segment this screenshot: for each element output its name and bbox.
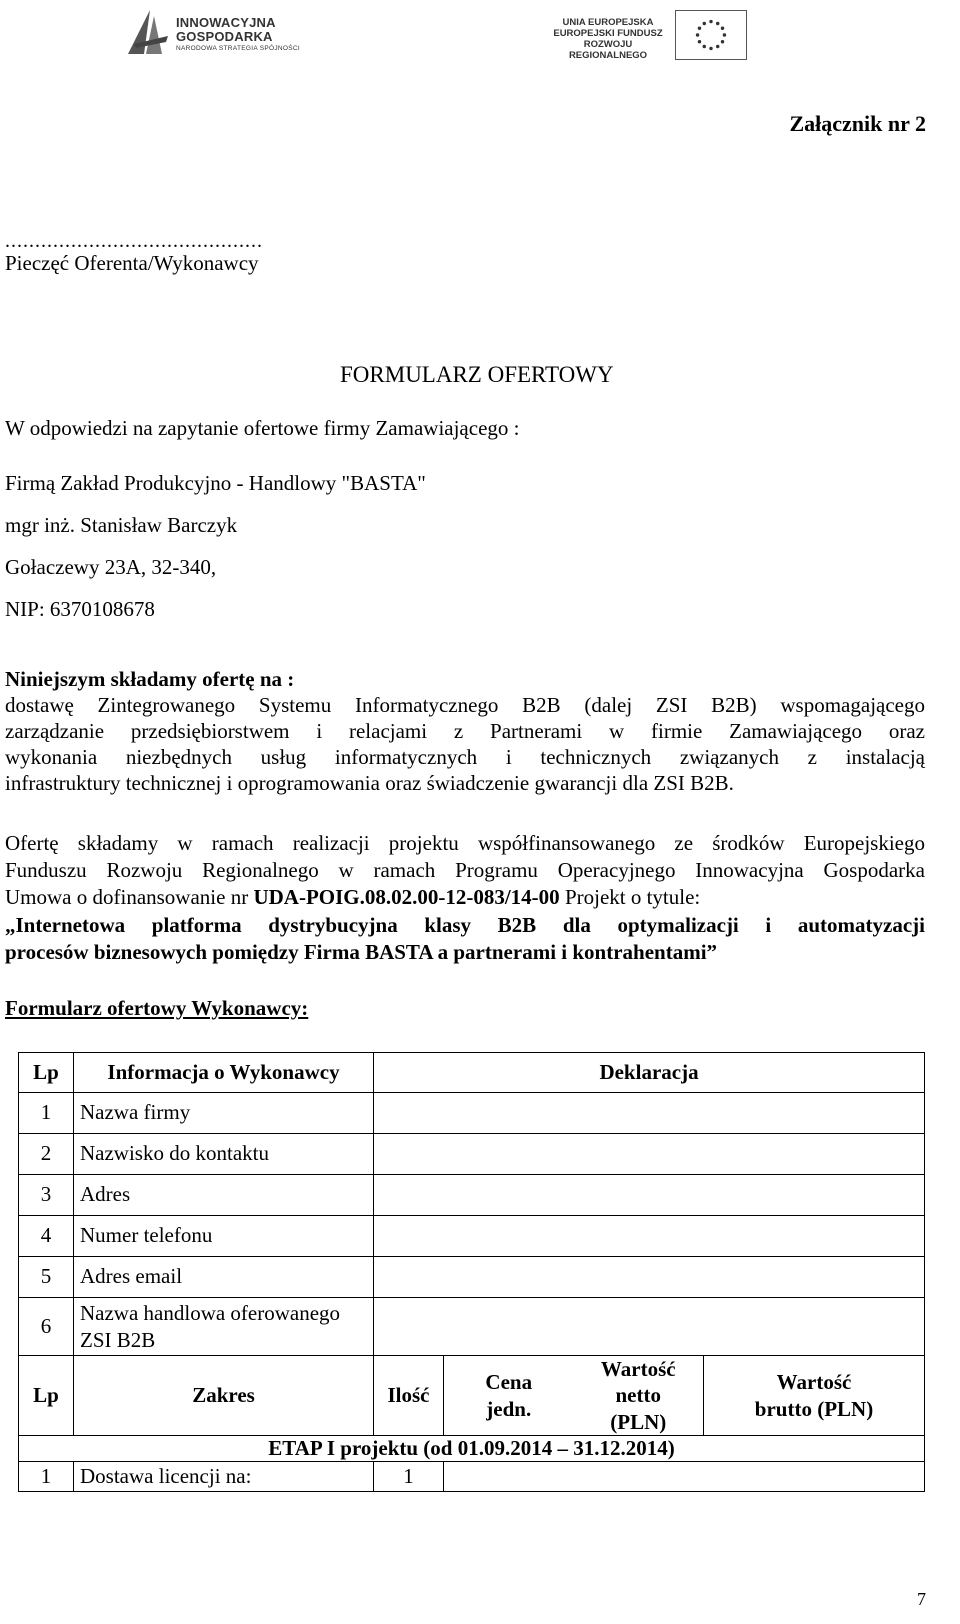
offer-line-1: dostawę Zintegrowanego Systemu Informatycznego B2B (dalej ZSI B2B) wspomagającego [5,693,925,717]
row-lp: 6 [19,1298,74,1356]
pricing-header-gross [704,1356,925,1436]
page-number: 7 [917,1589,926,1609]
row-lp: 2 [19,1134,74,1175]
company-nip: NIP: 6370108678 [5,597,155,621]
row-label [74,1298,374,1356]
gross-line1: Wartość [776,1370,852,1395]
table-header-row [19,1053,925,1093]
agreement-prefix: Umowa o dofinansowanie nr [5,885,254,909]
row-label-line2: ZSI B2B [80,1327,156,1352]
table-row [19,1216,925,1257]
offer-line-4: infrastruktury technicznej i oprogramowania oraz świadczenie gwarancji dla ZSI B2B. [5,771,734,795]
company-name: Firmą Zakład Produkcyjno - Handlowy "BASTA" [5,471,426,495]
row-lp: 1 [19,1093,74,1134]
header-info: Informacja o Wykonawcy [74,1053,374,1093]
innowacyjna-gospodarka-logo [124,6,304,58]
eu-logo [548,10,750,62]
unit-price-line2: jedn. [486,1396,532,1421]
row-label: Nazwa firmy [74,1093,374,1134]
header-lp: Lp [19,1053,74,1093]
table-row [19,1298,925,1356]
pricing-header-qty: Ilość [374,1356,444,1436]
offer-line-3: wykonania niezbędnych usług informatycznych i technicznych związanych z instalacją [5,745,925,769]
pricing-header-unit-price [444,1356,574,1436]
project-title-line-2: procesów biznesowych pomiędzy Firma BASTA a partnerami i kontrahentami” [5,940,718,964]
offer-heading: Niniejszym składamy ofertę na : [5,667,295,691]
project-line-1: Ofertę składamy w ramach realizacji projektu współfinansowanego ze środków Europejskiego [5,831,925,855]
logo-left-line2: GOSPODARKA [176,29,273,44]
gross-line2: brutto (PLN) [754,1396,874,1421]
company-owner: mgr inż. Stanisław Barczyk [5,513,238,537]
ig-logo-mark-icon [124,6,176,58]
declaration-cell-address[interactable] [374,1175,925,1216]
stage-row [19,1436,925,1462]
item-lp: 1 [19,1462,74,1492]
project-line-3 [5,884,925,911]
logo-right-line1: UNIA EUROPEJSKA [562,17,654,28]
annex-label: Załącznik nr 2 [789,111,926,136]
stamp-dots: ........................................... [5,230,263,252]
unit-price-line1: Cena [485,1370,533,1395]
declaration-cell-email[interactable] [374,1257,925,1298]
offer-line-2: zarządzanie przedsiębiorstwem i relacjami z Partnerami w firmie Zamawiającego oraz [5,719,925,743]
item-qty: 1 [374,1462,444,1492]
declaration-cell-contact[interactable] [374,1134,925,1175]
stage-label: ETAP I projektu (od 01.09.2014 – 31.12.2014) [19,1436,925,1462]
row-label: Numer telefonu [74,1216,374,1257]
table-row [19,1257,925,1298]
pricing-header-row [19,1356,925,1436]
item-price-cells[interactable] [444,1462,925,1492]
declaration-cell-product[interactable] [374,1298,925,1356]
pricing-header-net [574,1356,704,1436]
logo-right-line3: ROZWOJU REGIONALNEGO [568,39,648,61]
logo-left-line3: NARODOWA STRATEGIA SPÓJNOŚCI [176,45,300,52]
offer-form-table [18,1052,925,1492]
row-lp: 5 [19,1257,74,1298]
eu-flag-icon [675,10,747,60]
logo-right-line2: EUROPEJSKI FUNDUSZ [553,28,663,39]
declaration-cell-company[interactable] [374,1093,925,1134]
row-lp: 3 [19,1175,74,1216]
agreement-suffix: Projekt o tytule: [559,885,701,909]
row-label: Adres email [74,1257,374,1298]
table-row [19,1462,925,1492]
company-address: Gołaczewy 23A, 32-340, [5,555,217,579]
table-row [19,1175,925,1216]
agreement-number: UDA-POIG.08.02.00-12-083/14-00 [253,885,560,909]
pricing-header-lp: Lp [19,1356,74,1436]
form-title: FORMULARZ OFERTOWY [340,362,614,387]
project-title-line-1: „Internetowa platforma dystrybucyjna klasy B2B dla optymalizacji i automatyzacji [5,913,925,937]
project-line-2: Funduszu Rozwoju Regionalnego w ramach Programu Operacyjnego Innowacyjna Gospodarka [5,858,925,882]
stamp-label: Pieczęć Oferenta/Wykonawcy [5,251,259,275]
intro-text: W odpowiedzi na zapytanie ofertowe firmy Zamawiającego : [5,416,520,440]
section-title: Formularz ofertowy Wykonawcy: [5,996,309,1020]
pricing-header-scope: Zakres [74,1356,374,1436]
net-line2: netto [615,1383,661,1408]
row-label-line1: Nazwa handlowa oferowanego [80,1301,341,1326]
row-lp: 4 [19,1216,74,1257]
table-row [19,1093,925,1134]
row-label: Nazwisko do kontaktu [74,1134,374,1175]
net-line3: (PLN) [610,1409,667,1434]
net-line1: Wartość [600,1357,676,1382]
declaration-cell-phone[interactable] [374,1216,925,1257]
header-declaration: Deklaracja [374,1053,925,1093]
logo-left-line1: INNOWACYJNA [176,15,276,30]
table-row [19,1134,925,1175]
item-scope: Dostawa licencji na: [74,1462,374,1492]
row-label: Adres [74,1175,374,1216]
